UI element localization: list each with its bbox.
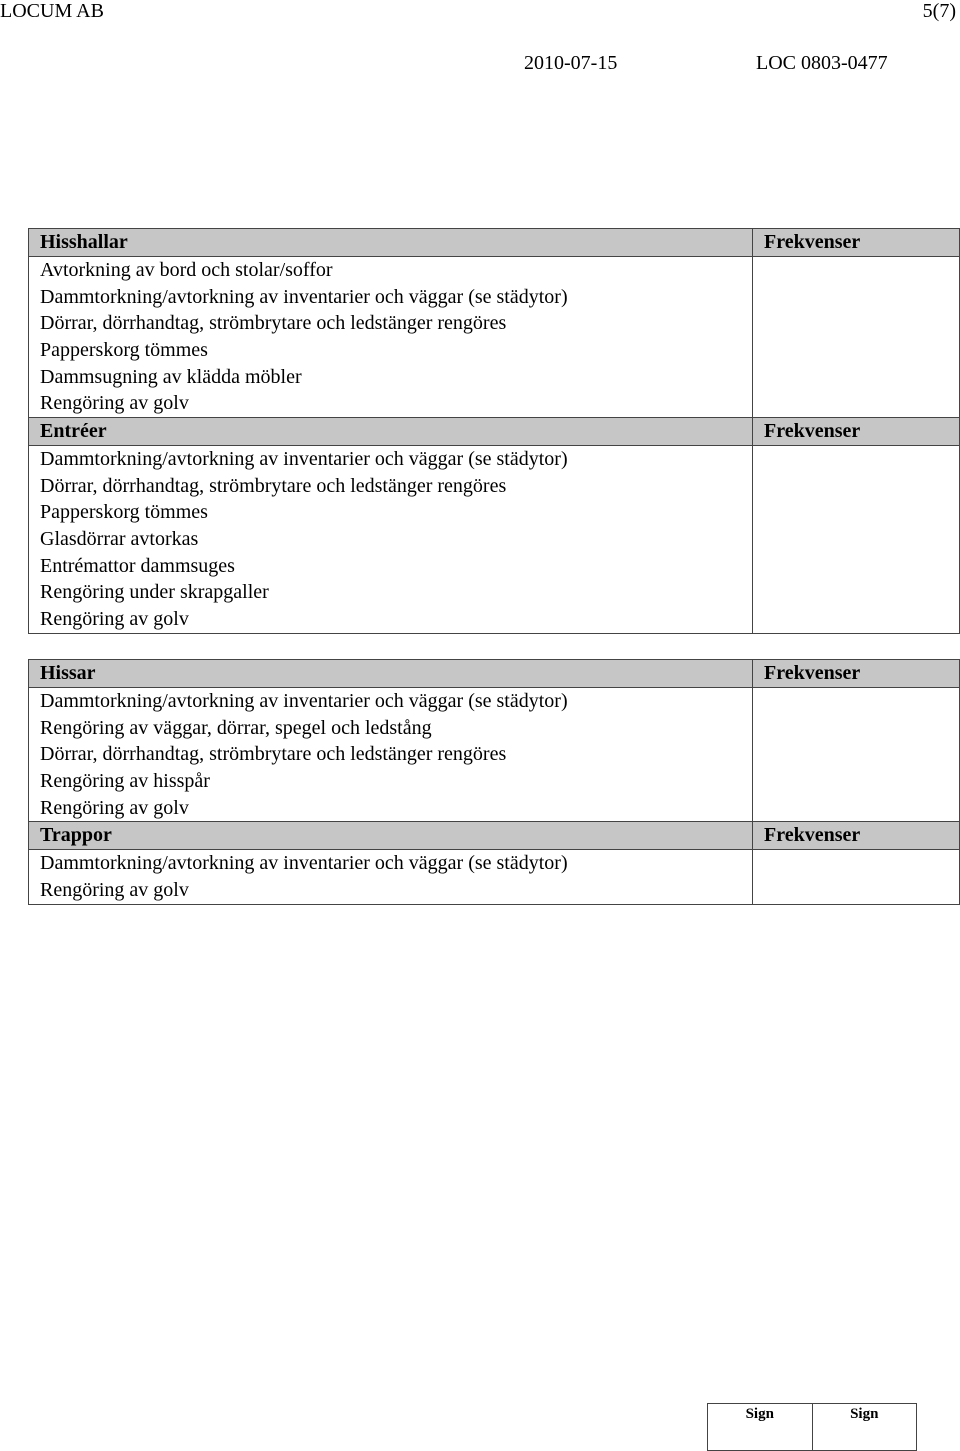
frequency-cell [753,715,960,742]
task-row [29,337,960,364]
task-row [29,526,960,553]
signature-box [707,1403,917,1451]
task-text: Entrémattor dammsuges [29,553,753,580]
task-text: Dammtorkning/avtorkning av inventarier och väggar (se städytor) [29,850,753,877]
task-text: Papperskorg tömmes [29,337,753,364]
frequency-cell [753,337,960,364]
frequency-header: Frekvenser [753,229,960,257]
task-text: Rengöring av golv [29,795,753,822]
frequency-cell [753,473,960,500]
frequency-cell [753,850,960,877]
task-row [29,553,960,580]
task-text: Rengöring av golv [29,606,753,633]
task-text: Rengöring av hisspår [29,768,753,795]
task-row [29,795,960,822]
task-text: Dörrar, dörrhandtag, strömbrytare och ledstänger rengöres [29,310,753,337]
section-title: Trappor [29,822,753,850]
task-row [29,500,960,527]
cleaning-table-2 [28,659,960,905]
cleaning-table-1 [28,228,960,634]
section-title: Entréer [29,418,753,446]
sign-field-1[interactable] [708,1429,813,1451]
task-text: Dammtorkning/avtorkning av inventarier och väggar (se städytor) [29,446,753,473]
frequency-header: Frekvenser [753,660,960,688]
section-header-row [29,229,960,257]
frequency-header: Frekvenser [753,418,960,446]
frequency-cell [753,284,960,311]
task-text: Rengöring av väggar, dörrar, spegel och ledstång [29,715,753,742]
section-header-row [29,660,960,688]
task-row [29,606,960,633]
frequency-cell [753,768,960,795]
task-row [29,715,960,742]
task-text: Rengöring av golv [29,877,753,904]
frequency-cell [753,741,960,768]
frequency-cell [753,446,960,473]
document-number: LOC 0803-0477 [756,52,888,74]
frequency-cell [753,310,960,337]
sign-label-1: Sign [708,1404,813,1430]
frequency-cell [753,390,960,417]
frequency-cell [753,257,960,284]
task-text: Avtorkning av bord och stolar/soffor [29,257,753,284]
table-body [29,229,960,634]
task-text: Dörrar, dörrhandtag, strömbrytare och ledstänger rengöres [29,741,753,768]
task-text: Dammtorkning/avtorkning av inventarier och väggar (se städytor) [29,688,753,715]
company-name: LOCUM AB [0,0,104,22]
frequency-cell [753,500,960,527]
document-date: 2010-07-15 [524,52,618,74]
task-text: Papperskorg tömmes [29,500,753,527]
task-text: Glasdörrar avtorkas [29,526,753,553]
frequency-cell [753,877,960,904]
task-row [29,741,960,768]
frequency-cell [753,688,960,715]
task-text: Rengöring under skrapgaller [29,580,753,607]
task-text: Rengöring av golv [29,390,753,417]
task-row [29,446,960,473]
page-number: 5(7) [922,0,956,22]
sign-label-2: Sign [812,1404,917,1430]
task-row [29,768,960,795]
task-row [29,473,960,500]
task-row [29,580,960,607]
frequency-cell [753,580,960,607]
frequency-cell [753,526,960,553]
task-text: Dörrar, dörrhandtag, strömbrytare och ledstänger rengöres [29,473,753,500]
task-text: Dammtorkning/avtorkning av inventarier och väggar (se städytor) [29,284,753,311]
frequency-cell [753,795,960,822]
task-row [29,688,960,715]
frequency-cell [753,553,960,580]
table-body [29,660,960,905]
section-title: Hissar [29,660,753,688]
task-row [29,390,960,417]
task-row [29,310,960,337]
task-text: Dammsugning av klädda möbler [29,364,753,391]
frequency-cell [753,606,960,633]
sign-field-2[interactable] [812,1429,917,1451]
section-title: Hisshallar [29,229,753,257]
task-row [29,257,960,284]
frequency-header: Frekvenser [753,822,960,850]
task-row [29,284,960,311]
section-header-row [29,822,960,850]
frequency-cell [753,364,960,391]
task-row [29,364,960,391]
task-row [29,850,960,877]
section-header-row [29,418,960,446]
task-row [29,877,960,904]
